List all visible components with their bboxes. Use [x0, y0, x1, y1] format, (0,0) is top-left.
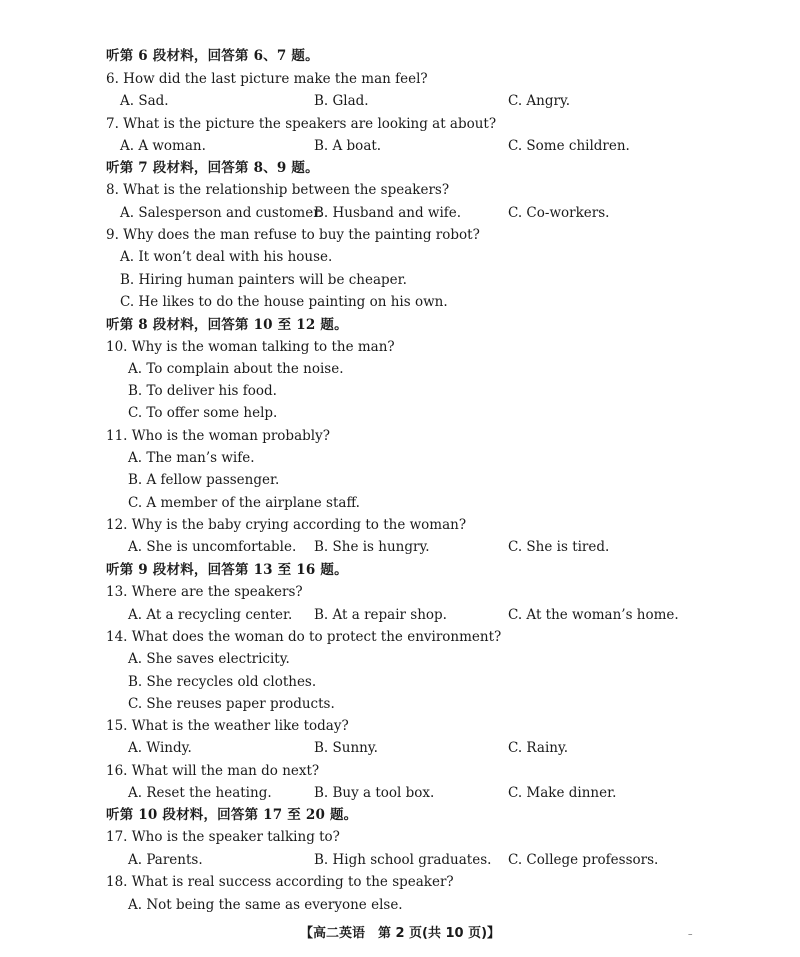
option-b: B. Hiring human painters will be cheaper. [120, 272, 407, 288]
option-b: B. Glad. [314, 93, 369, 109]
option-b: B. A boat. [314, 138, 382, 154]
option-a: A. Not being the same as everyone else. [128, 897, 403, 913]
page-footer: 【高二英语 第 2 页(共 10 页)】 [299, 926, 501, 941]
section-heading: 听第 10 段材料，回答第 17 至 20 题。 [106, 807, 358, 823]
question-stem: 9. Why does the man refuse to buy the painting robot? [106, 227, 480, 243]
option-c: C. Rainy. [508, 740, 569, 756]
corner-mark: – [688, 930, 693, 940]
option-a: A. Sad. [120, 93, 169, 109]
option-a: A. Salesperson and customer. [120, 205, 323, 221]
question-stem: 17. Who is the speaker talking to? [106, 829, 340, 845]
option-c: C. She reuses paper products. [128, 696, 335, 712]
option-c: C. He likes to do the house painting on his own. [120, 294, 448, 310]
option-c: C. Angry. [508, 93, 571, 109]
option-b: B. She is hungry. [314, 539, 430, 555]
option-a: A. Reset the heating. [128, 785, 272, 801]
option-a: A. At a recycling center. [128, 607, 293, 623]
option-b: B. Sunny. [314, 740, 378, 756]
option-b: B. At a repair shop. [314, 607, 447, 623]
option-c: C. To offer some help. [128, 405, 278, 421]
option-c: C. Make dinner. [508, 785, 617, 801]
option-b: B. High school graduates. [314, 852, 492, 868]
option-c: C. College professors. [508, 852, 659, 868]
option-a: A. Windy. [128, 740, 192, 756]
option-c: C. She is tired. [508, 539, 610, 555]
section-heading: 听第 6 段材料，回答第 6、7 题。 [106, 48, 319, 64]
section-heading: 听第 9 段材料，回答第 13 至 16 题。 [106, 562, 348, 578]
option-b: B. Buy a tool box. [314, 785, 435, 801]
question-stem: 6. How did the last picture make the man feel? [106, 71, 428, 87]
option-b: B. She recycles old clothes. [128, 674, 317, 690]
question-stem: 8. What is the relationship between the speakers? [106, 182, 450, 198]
option-c: C. At the woman’s home. [508, 607, 679, 623]
question-stem: 18. What is real success according to the speaker? [106, 874, 454, 890]
option-b: B. Husband and wife. [314, 205, 462, 221]
section-heading: 听第 7 段材料，回答第 8、9 题。 [106, 160, 319, 176]
question-stem: 16. What will the man do next? [106, 763, 320, 779]
option-c: C. A member of the airplane staff. [128, 495, 360, 511]
option-a: A. Parents. [128, 852, 203, 868]
option-a: A. She saves electricity. [128, 651, 290, 667]
question-stem: 7. What is the picture the speakers are looking at about? [106, 116, 497, 132]
question-stem: 15. What is the weather like today? [106, 718, 349, 734]
question-stem: 11. Who is the woman probably? [106, 428, 330, 444]
section-heading: 听第 8 段材料，回答第 10 至 12 题。 [106, 317, 348, 333]
option-a: A. It won’t deal with his house. [120, 249, 333, 265]
option-a: A. A woman. [120, 138, 206, 154]
option-b: B. To deliver his food. [128, 383, 277, 399]
option-a: A. She is uncomfortable. [128, 539, 297, 555]
question-stem: 14. What does the woman do to protect the environment? [106, 629, 502, 645]
option-c: C. Co-workers. [508, 205, 610, 221]
option-a: A. The man’s wife. [128, 450, 255, 466]
option-a: A. To complain about the noise. [128, 361, 344, 377]
question-stem: 10. Why is the woman talking to the man? [106, 339, 395, 355]
question-stem: 13. Where are the speakers? [106, 584, 303, 600]
option-c: C. Some children. [508, 138, 630, 154]
option-b: B. A fellow passenger. [128, 472, 280, 488]
question-stem: 12. Why is the baby crying according to the woman? [106, 517, 467, 533]
